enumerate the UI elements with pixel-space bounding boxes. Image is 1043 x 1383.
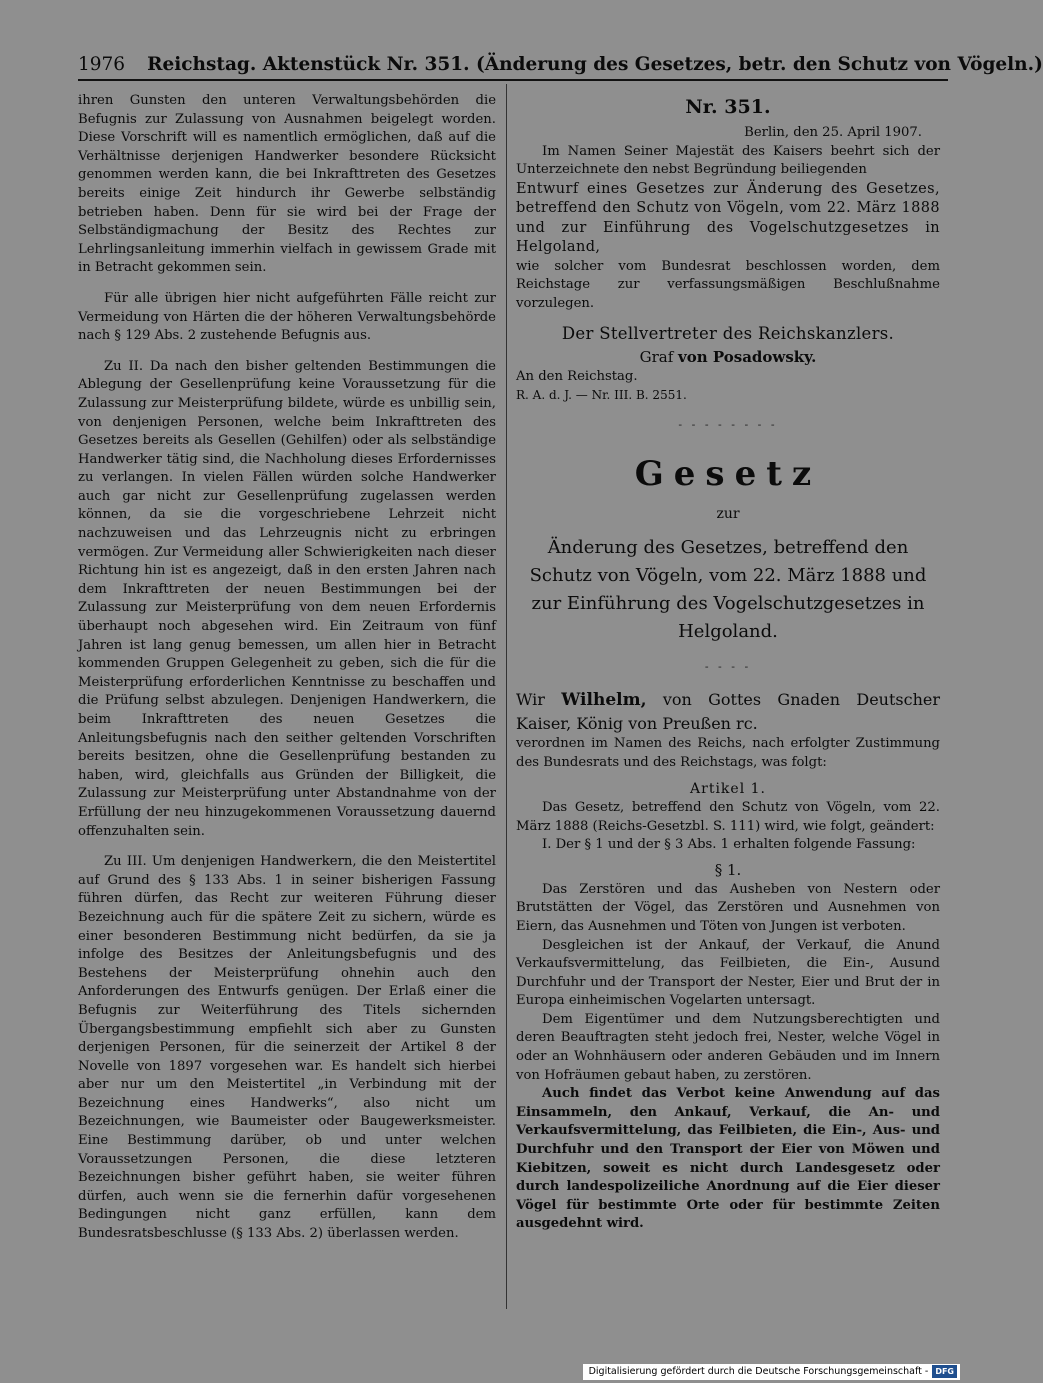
section-heading: § 1. bbox=[714, 860, 742, 879]
emperor-name: Wilhelm, bbox=[561, 690, 647, 711]
law-title: Änderung des Gesetzes, betreffend den Schutz von Vögeln, vom 22. März 1888 und zur Einführung des Vogelschutzgesetzes in Helgoland. bbox=[529, 537, 927, 643]
article-intro: Das Gesetz, betreffend den Schutz von Vögeln, vom 22. März 1888 (Reichs-Gesetzbl. S. 111) wird, wie folgt, geändert: bbox=[516, 799, 940, 834]
signatory-name: von Posadowsky. bbox=[678, 347, 817, 366]
page-number: 1976 bbox=[78, 54, 126, 75]
signatory bbox=[516, 346, 940, 368]
draft-title: Entwurf eines Gesetzes zur Änderung des Gesetzes, betreffend den Schutz von Vögeln, vom 22. März 1888 und zur Einführung des Vogelschutzgesetzes in Helgoland, bbox=[516, 180, 940, 256]
addressee: An den Reichstag. bbox=[516, 368, 638, 384]
signatory-prefix: Graf bbox=[639, 347, 674, 366]
paragraph-text: ihren Gunsten den unteren Verwaltungsbehörden die Befugnis zur Zulassung von Ausnahmen beigelegt worden. Diese Vorschrift will es namentlich ermöglichen, daß auf die Verhältnisse derjenigen Handwerker besondere Rücksicht genommen werden kann, die bei Inkrafttreten des Gesetzes bereits einige Zeit hindurch ihr Gewerbe selbständig betrieben haben. Denn für sie wird bei der Frage der Selbständigmachung der Besitz des Rechtes zur Lehrlingsanleitung immerhin vielfach in gewissem Grade mit in Betracht gekommen sein. bbox=[78, 93, 496, 276]
letter-intro-end: wie solcher vom Bundesrat beschlossen worden, dem Reichstage zur verfassungsmäßigen Beschlußnahme vorzulegen. bbox=[516, 258, 940, 311]
header-rule bbox=[78, 79, 948, 81]
paragraph bbox=[78, 92, 496, 278]
paragraph bbox=[78, 853, 496, 1243]
paragraph bbox=[78, 358, 496, 841]
law-heading: Gesetz bbox=[634, 454, 822, 495]
document-number: Nr. 351. bbox=[685, 96, 771, 118]
section-paragraph: Dem Eigentümer und dem Nutzungsberechtigten und deren Beauftragten steht jedoch frei, Nester, welche Vögel in oder an Wohnhäusern oder anderen Gebäuden und im Innern von Hofräumen gebaut haben, zu zerstören. bbox=[516, 1011, 940, 1083]
paragraph bbox=[78, 290, 496, 346]
page-header bbox=[78, 52, 1043, 78]
footer-text: Digitalisierung gefördert durch die Deutsche Forschungsgemeinschaft - bbox=[588, 1366, 929, 1377]
reference-number: R. A. d. J. — Nr. III. B. 2551. bbox=[516, 388, 687, 403]
preamble-heading bbox=[516, 688, 940, 735]
item-one: I. Der § 1 und der § 3 Abs. 1 erhalten folgende Fassung: bbox=[542, 837, 916, 853]
letter-date: Berlin, den 25. April 1907. bbox=[744, 125, 922, 140]
signatory-title: Der Stellvertreter des Reichskanzlers. bbox=[561, 323, 895, 343]
preamble-wir: Wir bbox=[516, 690, 545, 710]
digitization-footer bbox=[583, 1364, 960, 1380]
section-paragraph: Desgleichen ist der Ankauf, der Verkauf, die Anund Verkaufsvermittelung, das Feilbieten, die Ein-, Ausund Durchfuhr und der Transport der Nester, Eier und Brut der in Europa einheimischen Vogelarten untersagt. bbox=[516, 937, 940, 1009]
column-divider bbox=[506, 84, 507, 1309]
letter-intro: Im Namen Seiner Majestät des Kaisers beehrt sich der Unterzeichnete den nebst Begründung beiliegenden bbox=[516, 143, 940, 178]
preamble bbox=[516, 688, 940, 772]
separator: - - - - bbox=[704, 660, 752, 674]
running-head: Reichstag. Aktenstück Nr. 351. (Änderung des Gesetzes, betr. den Schutz von Vögeln.) bbox=[147, 54, 1043, 75]
preamble-text: verordnen im Namen des Reichs, nach erfolgter Zustimmung des Bundesrats und des Reichstags, was folgt: bbox=[516, 736, 940, 770]
left-column bbox=[78, 92, 496, 1256]
paragraph-text: Für alle übrigen hier nicht aufgeführten Fälle reicht zur Vermeidung von Härten die der höheren Verwaltungsbehörde nach § 129 Abs. 2 zustehende Befugnis aus. bbox=[78, 290, 496, 344]
paragraph-text: Zu III. Um denjenigen Handwerkern, die den Meistertitel auf Grund des § 133 Abs. 1 in seiner bisherigen Fassung führen dürfen, das Recht zur weiteren Führung dieser Bezeichnung auch für die spätere Zeit zu sichern, würde es einer besonderen Bestimmung nicht bedürfen, da sie ja infolge des Besitzes der Anleitungsbefugnis und des Bestehens der Meisterprüfung ohnehin auch den Anforderungen des Entwurfs genügen. Der Erlaß einer die Befugnis zur Weiterführung des Titels sichernden Übergangsbestimmung empfiehlt sich aber zu Gunsten derjenigen Personen, für die seinerzeit der Artikel 8 der Novelle von 1897 vorgesehen war. Es handelt sich hierbei aber nur um den Meistertitel „in Verbindung mit der Bezeichnung eines Handwerks“, also nicht um Bezeichnungen, wie Baumeister oder Baugewerksmeister. Eine Bestimmung darüber, ob und unter welchen Voraussetzungen Personen, die diese letzteren Bezeichnungen bisher geführt haben, sie weiter führen dürfen, auch wenn sie die fernerhin dafür vorgesehenen Bedingungen nicht ganz erfüllen, kann dem Bundesratsbeschlusse (§ 133 Abs. 2) überlassen werden. bbox=[78, 854, 496, 1242]
separator: - - - - - - - - bbox=[678, 418, 778, 432]
dfg-logo: DFG bbox=[932, 1365, 957, 1378]
paragraph-text: Zu II. Da nach den bisher geltenden Bestimmungen die Ablegung der Gesellenprüfung keine Voraussetzung für die Zulassung zur Meisterprüfung bildete, würde es unbillig sein, von denjenigen Personen, welche beim Inkrafttreten des Gesetzes bereits als Gesellen (Gehilfen) oder als selbständige Handwerker tätig sind, die Nachholung dieses Erfordernisses zu verlangen. In vielen Fällen würden solche Handwerker auch gar nicht zur Gesellenprüfung zugelassen werden können, da sie die vorgeschriebene Lehrzeit nicht nachzuweisen und das Lehrzeugnis nicht zu erbringen vermögen. Zur Vermeidung aller Schwierigkeiten nach dieser Richtung hin ist es angezeigt, daß in den ersten Jahren nach dem Inkrafttreten der neuen Bestimmungen bei der Zulassung zur Meisterprüfung von dem neuen Erfordernis überhaupt noch abgesehen wird. Ein Zeitraum von fünf Jahren ist lang genug bemessen, um allen hier in Betracht kommenden Gruppen Gelegenheit zu geben, sich die für die Meisterprüfung erforderlichen Kenntnisse zu beschaffen und die Prüfung selbst abzulegen. Denjenigen Handwerkern, die beim Inkrafttreten des neuen Gesetzes die Anleitungsbefugnis nach den seither geltenden Vorschriften bereits besitzen, ohne die Gesellenprüfung bestanden zu haben, wird, gleichfalls aus Gründen der Billigkeit, die Zulassung zur Meisterprüfung unter Abstandnahme von der Erfüllung der neu hinzugekommenen Voraussetzung dauernd offenzuhalten sein. bbox=[78, 358, 496, 839]
section-paragraph: Das Zerstören und das Ausheben von Nestern oder Brutstätten der Vögel, das Zerstören und Ausnehmen von Eiern, das Ausnehmen und Töten von Jungen ist verboten. bbox=[516, 881, 940, 934]
emperor-title: von Gottes Gnaden Deutscher Kaiser, König von Preußen rc. bbox=[516, 690, 940, 734]
law-zur: zur bbox=[716, 506, 740, 523]
article-heading: Artikel 1. bbox=[690, 781, 766, 798]
section-paragraph: Auch findet das Verbot keine Anwendung auf das Einsammeln, den Ankauf, Verkauf, die An- und Verkaufsvermittelung, das Feilbieten, die Ein-, Aus- und Durchfuhr und den Transport der Eier von Möwen und Kiebitzen, soweit es nicht durch Landesgesetz oder durch landespolizeiliche Anordnung auf die Eier dieser Vögel für bestimmte Orte oder für bestimmte Zeiten ausgedehnt wird. bbox=[516, 1086, 940, 1232]
right-column bbox=[516, 92, 940, 1234]
